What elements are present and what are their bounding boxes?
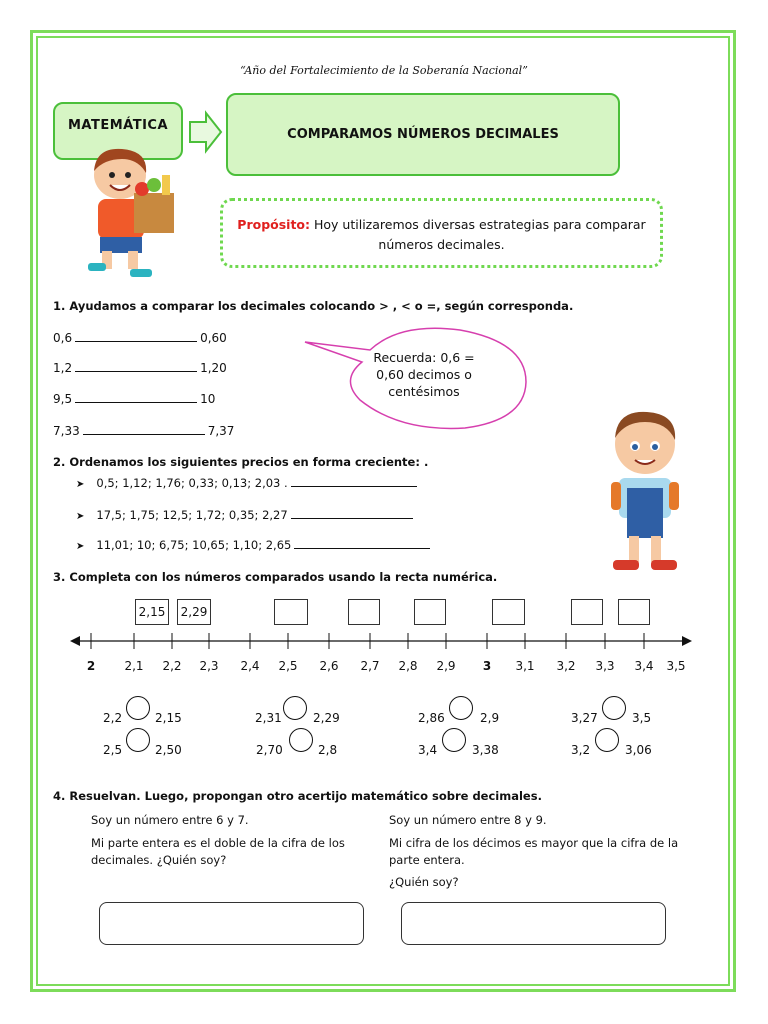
tick-label: 3,4: [634, 659, 654, 673]
compare-left: 2,5: [103, 743, 123, 757]
compare-circle[interactable]: [449, 696, 473, 720]
compare-right: 3,5: [632, 711, 652, 725]
reminder-text: Recuerda: 0,6 = 0,60 decimos o centésimos: [373, 350, 475, 399]
compare-circle[interactable]: [283, 696, 307, 720]
bullet-arrow-icon: ➤: [76, 541, 85, 552]
q1-row-left: 0,6: [53, 331, 73, 345]
arrow-right-icon: [188, 110, 224, 154]
page-title: COMPARAMOS NÚMEROS DECIMALES: [287, 127, 559, 142]
answer-blank[interactable]: [294, 538, 430, 549]
number-line-box-value: 2,29: [180, 605, 208, 619]
compare-left: 2,31: [255, 711, 282, 725]
number-line-box[interactable]: [274, 599, 308, 625]
tick-label: 2,9: [436, 659, 456, 673]
riddle-1-line-2: Mi parte entera es el doble de la cifra de los decimales. ¿Quién soy?: [91, 836, 345, 867]
bullet-arrow-icon: ➤: [76, 479, 85, 490]
riddle-1-line-1: Soy un número entre 6 y 7.: [91, 813, 249, 827]
boy-with-backpack-illustration: [605, 408, 685, 576]
compare-left: 3,4: [418, 743, 438, 757]
question-1-prompt: 1. Ayudamos a comparar los decimales colocando > , < o =, según corresponda.: [53, 299, 574, 313]
answer-blank[interactable]: [75, 361, 197, 372]
riddle-1: [91, 812, 371, 869]
compare-right: 3,38: [472, 743, 499, 757]
compare-left: 3,2: [571, 743, 591, 757]
q1-row-left: 1,2: [53, 361, 73, 375]
compare-circle[interactable]: [442, 728, 466, 752]
subject-label: MATEMÁTICA: [67, 118, 169, 133]
q1-row-left: 7,33: [53, 424, 80, 438]
compare-right: 2,9: [480, 711, 500, 725]
compare-left: 2,2: [103, 711, 123, 725]
answer-blank[interactable]: [83, 424, 205, 435]
purpose-box: [220, 198, 663, 268]
compare-left: 2,86: [418, 711, 445, 725]
compare-right: 2,15: [155, 711, 182, 725]
number-line-box[interactable]: [414, 599, 446, 625]
tick-label: 2,5: [278, 659, 298, 673]
arrow-right-icon: [682, 636, 692, 646]
tick-label: 3,3: [595, 659, 615, 673]
number-line-box-value: 2,15: [138, 605, 166, 619]
question-3-prompt: 3. Completa con los números comparados usando la recta numérica.: [53, 570, 498, 584]
number-line-box[interactable]: [348, 599, 380, 625]
q1-row-right: 10: [200, 392, 216, 406]
number-line: [0, 628, 768, 656]
boy-with-groceries-illustration: [78, 145, 188, 280]
q2-item-text: 0,5; 1,12; 1,76; 0,33; 0,13; 2,03 .: [96, 476, 288, 490]
purpose-label: Propósito:: [237, 217, 311, 232]
question-4-prompt: 4. Resuelvan. Luego, propongan otro acertijo matemático sobre decimales.: [53, 789, 542, 803]
tick-label: 2: [86, 659, 96, 673]
tick-label: 3,2: [556, 659, 576, 673]
riddle-2: [389, 812, 679, 891]
arrow-left-icon: [70, 636, 80, 646]
compare-right: 2,50: [155, 743, 182, 757]
compare-circle[interactable]: [126, 728, 150, 752]
number-line-box[interactable]: [492, 599, 525, 625]
riddle-2-line-1: Soy un número entre 8 y 9.: [389, 813, 547, 827]
tick-label: 2,3: [199, 659, 219, 673]
tick-label: 2,6: [319, 659, 339, 673]
compare-right: 3,06: [625, 743, 652, 757]
q2-item-3: [76, 538, 433, 552]
question-2-prompt: 2. Ordenamos los siguientes precios en forma creciente: .: [53, 455, 429, 469]
number-line-box[interactable]: [177, 599, 211, 625]
compare-left: 2,70: [256, 743, 283, 757]
number-line-box[interactable]: [571, 599, 603, 625]
compare-circle[interactable]: [126, 696, 150, 720]
q1-row-2: [53, 361, 227, 375]
compare-right: 2,8: [318, 743, 338, 757]
tick-label: 2,7: [360, 659, 380, 673]
q1-row-3: [53, 392, 215, 406]
q1-row-1: [53, 331, 227, 345]
q2-item-1: [76, 476, 420, 490]
tick-label: 2,4: [240, 659, 260, 673]
q1-row-right: 0,60: [200, 331, 227, 345]
compare-circle[interactable]: [602, 696, 626, 720]
answer-blank[interactable]: [75, 392, 197, 403]
riddle-2-answer-box[interactable]: [401, 902, 666, 945]
tick-label: 3,1: [515, 659, 535, 673]
bullet-arrow-icon: ➤: [76, 511, 85, 522]
q1-row-left: 9,5: [53, 392, 73, 406]
motto: “Año del Fortalecimiento de la Soberanía Nacional”: [240, 64, 528, 77]
riddle-2-line-2: Mi cifra de los décimos es mayor que la cifra de la parte entera.: [389, 836, 679, 867]
tick-label: 2,2: [162, 659, 182, 673]
answer-blank[interactable]: [291, 476, 417, 487]
number-line-box[interactable]: [618, 599, 650, 625]
q2-item-text: 11,01; 10; 6,75; 10,65; 1,10; 2,65: [96, 538, 292, 552]
q2-item-2: [76, 508, 416, 522]
tick-label: 2,1: [124, 659, 144, 673]
q1-row-4: [53, 424, 234, 438]
number-line-box[interactable]: [135, 599, 169, 625]
q2-item-text: 17,5; 1,75; 12,5; 1,72; 0,35; 2,27: [96, 508, 288, 522]
q1-row-right: 7,37: [207, 424, 235, 438]
compare-left: 3,27: [571, 711, 598, 725]
compare-circle[interactable]: [595, 728, 619, 752]
compare-circle[interactable]: [289, 728, 313, 752]
answer-blank[interactable]: [75, 331, 197, 342]
compare-right: 2,29: [313, 711, 340, 725]
purpose-text: Hoy utilizaremos diversas estrategias para comparar números decimales.: [310, 217, 646, 252]
tick-label: 2,8: [398, 659, 418, 673]
tick-label: 3,5: [666, 659, 686, 673]
answer-blank[interactable]: [291, 508, 413, 519]
title-box: [226, 93, 620, 176]
q1-row-right: 1,20: [200, 361, 227, 375]
riddle-1-answer-box[interactable]: [99, 902, 364, 945]
riddle-2-line-3: ¿Quién soy?: [389, 875, 459, 889]
tick-label: 3: [482, 659, 492, 673]
